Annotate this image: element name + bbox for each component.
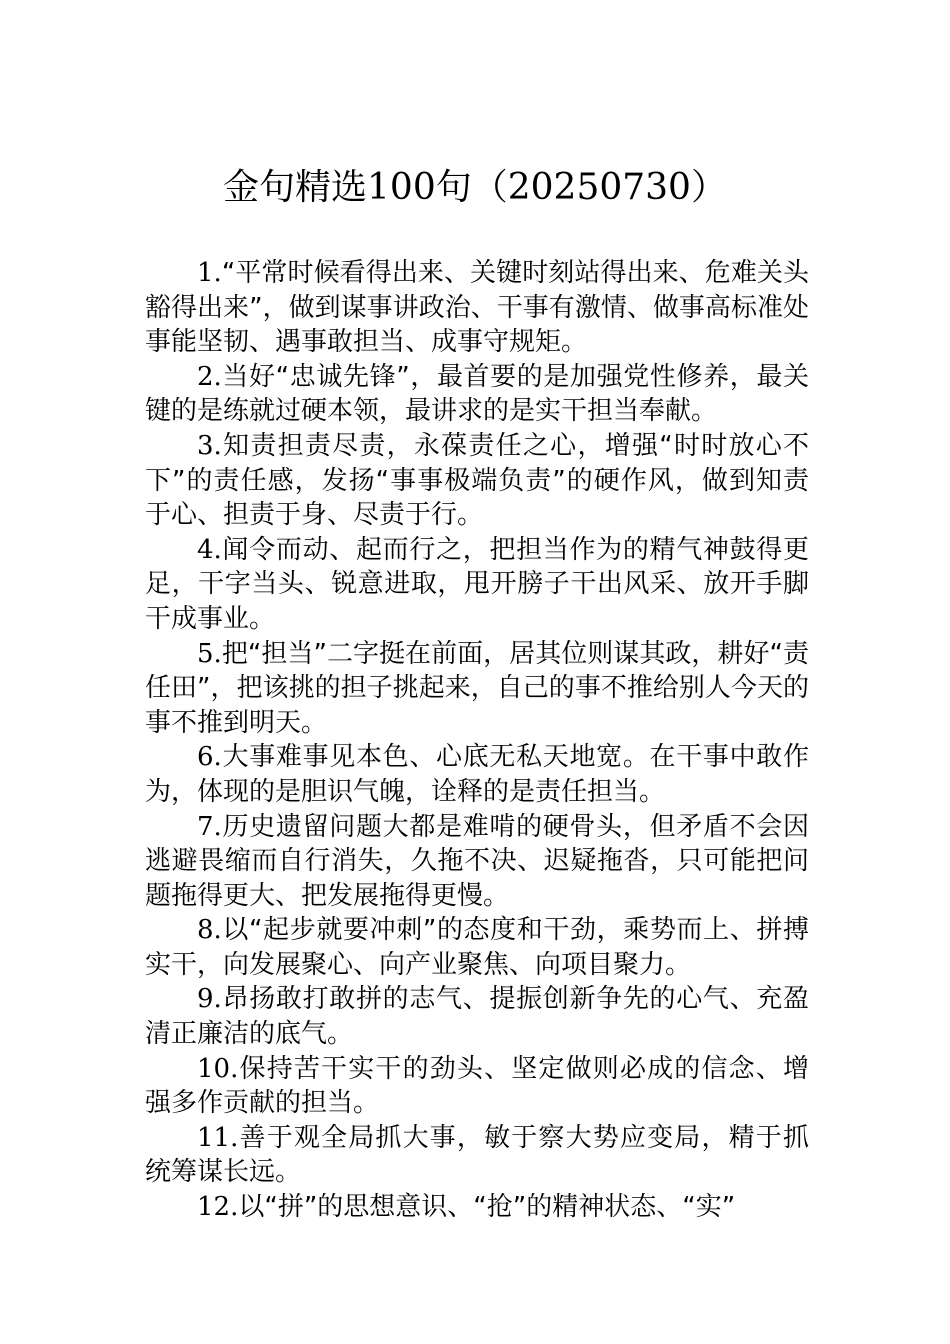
paragraph-number: 4. [197,534,222,565]
paragraph-number: 9. [197,984,222,1015]
paragraph-text: 把“担当”二字挺在前面，居其位则谋其政，耕好“责任田”，把该挑的担子挑起来，自己的事不推给别人今天的事不推到明天。 [145,638,809,738]
paragraph-5 [145,637,809,741]
paragraph-11 [145,1121,809,1190]
paragraph-text: 昂扬敢打敢拼的志气、提振创新争先的心气、充盈清正廉洁的底气。 [145,984,809,1050]
paragraph-8 [145,913,809,982]
document-title: 金句精选100句（20250730） [223,167,727,208]
paragraph-3 [145,429,809,533]
paragraph-number: 8. [197,915,222,946]
paragraph-6 [145,740,809,809]
paragraph-number: 12. [197,1192,239,1223]
paragraph-number: 6. [197,742,222,773]
paragraph-text: 闻令而动、起而行之，把担当作为的精气神鼓得更足，干字当头、锐意进取，甩开膀子干出风采、放开手脚干成事业。 [145,534,809,634]
paragraph-number: 1. [197,258,222,288]
paragraph-number: 10. [197,1053,239,1084]
paragraph-text: 以“拼”的思想意识、“抢”的精神状态、“实” [238,1192,736,1223]
paragraph-4 [145,533,809,637]
paragraph-number: 5. [197,638,222,669]
paragraph-number: 3. [197,430,222,461]
paragraph-text: 知责担责尽责，永葆责任之心，增强“时时放心不下”的责任感，发扬“事事极端负责”的硬作风，做到知责于心、担责于身、尽责于行。 [145,430,809,531]
document-body [145,256,809,1225]
paragraph-10 [145,1052,809,1121]
paragraph-number: 7. [197,811,222,842]
paragraph-text: 善于观全局抓大事，敏于察大势应变局，精于抓统筹谋长远。 [145,1122,809,1188]
paragraph-2 [145,360,809,429]
paragraph-7 [145,810,809,914]
paragraph-1 [145,256,809,360]
paragraph-text: 保持苦干实干的劲头、坚定做则必成的信念、增强多作贡献的担当。 [145,1053,809,1119]
paragraph-12 [145,1190,809,1225]
paragraph-text: “平常时候看得出来、关键时刻站得出来、危难关头豁得出来”，做到谋事讲政治、干事有激情、做事高标准处事能坚韧、遇事敢担当、成事守规矩。 [145,258,809,358]
paragraph-number: 11. [197,1122,239,1153]
paragraph-text: 历史遗留问题大都是难啃的硬骨头，但矛盾不会因逃避畏缩而自行消失，久拖不决、迟疑拖沓，只可能把问题拖得更大、把发展拖得更慢。 [145,811,809,911]
paragraph-text: 以“起步就要冲刺”的态度和干劲，乘势而上、拼搏实干，向发展聚心、向产业聚焦、向项目聚力。 [145,915,809,980]
paragraph-number: 2. [197,361,222,392]
paragraph-9 [145,982,809,1051]
paragraph-text: 当好“忠诚先锋”，最首要的是加强党性修养，最关键的是练就过硬本领，最讲求的是实干担当奉献。 [145,361,809,427]
paragraph-text: 大事难事见本色、心底无私天地宽。在干事中敢作为，体现的是胆识气魄，诠释的是责任担当。 [145,742,809,807]
